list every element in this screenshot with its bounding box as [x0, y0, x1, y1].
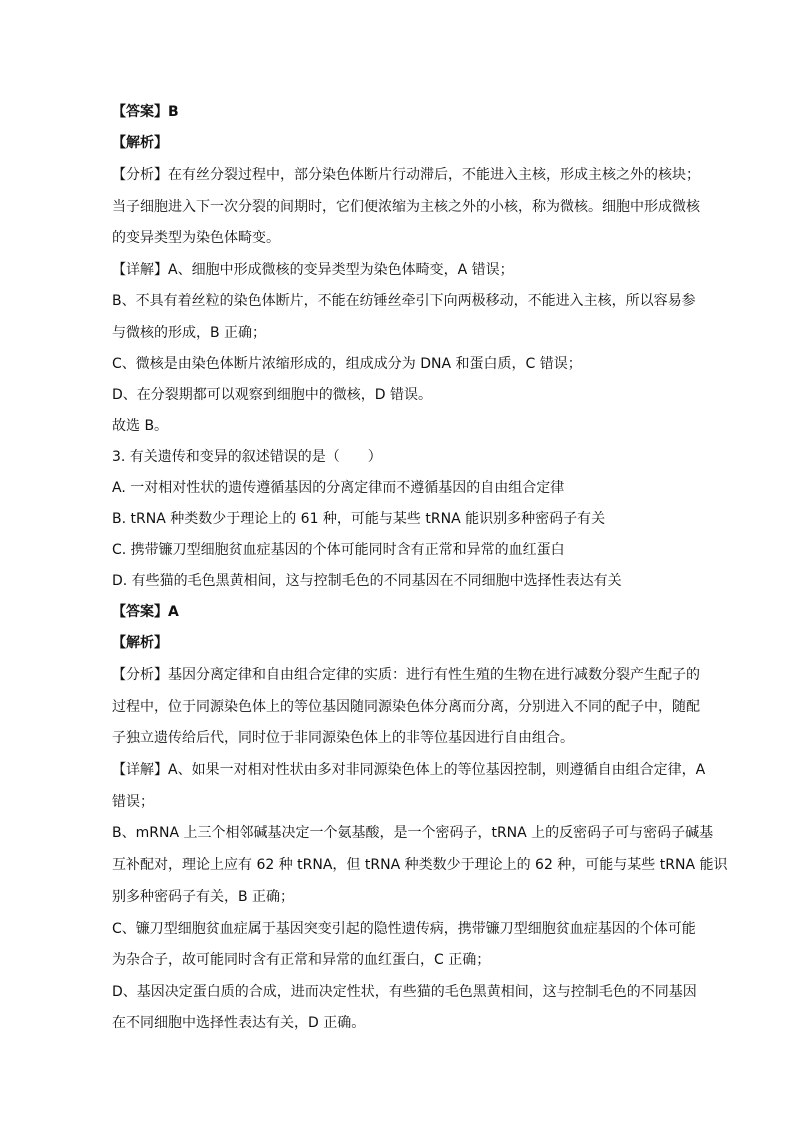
detail-text: 与微核的形成，B 正确； [112, 325, 267, 341]
analysis-text: 子独立遗传给后代，同时位于非同源染色体上的非等位基因进行自由组合。 [112, 730, 574, 746]
option-d: D. 有些猫的毛色黑黄相间，这与控制毛色的不同基因在不同细胞中选择性表达有关 [112, 573, 622, 589]
detail-text: 【详解】A、如果一对相对性状由多对非同源染色体上的等位基因控制，则遵循自由组合定律，A [112, 762, 706, 778]
detail-text: 别多种密码子有关，B 正确； [112, 889, 295, 905]
analysis-text: 过程中，位于同源染色体上的等位基因随同源染色体分离而分离，分别进入不同的配子中，随配 [112, 699, 700, 715]
analysis-label: 【解析】 [112, 135, 168, 151]
analysis-label: 【解析】 [112, 635, 168, 651]
question-stem: 3. 有关遗传和变异的叙述错误的是（ ） [112, 449, 382, 465]
conclusion-text: 故选 B。 [112, 418, 169, 434]
analysis-text: 当子细胞进入下一次分裂的间期时，它们便浓缩为主核之外的小核，称为微核。细胞中形成微核 [112, 199, 700, 215]
analysis-text: 【分析】在有丝分裂过程中，部分染色体断片行动滞后，不能进入主核，形成主核之外的核块； [112, 167, 700, 183]
answer-line: 【答案】B [112, 104, 179, 120]
detail-text: 【详解】A、细胞中形成微核的变异类型为染色体畸变，A 错误； [112, 262, 514, 278]
detail-text: 在不同细胞中选择性表达有关，D 正确。 [112, 1015, 366, 1031]
option-a: A. 一对相对性状的遗传遵循基因的分离定律而不遵循基因的自由组合定律 [112, 480, 565, 496]
detail-text: 错误； [112, 794, 154, 810]
analysis-text: 的变异类型为染色体畸变。 [112, 230, 280, 246]
detail-text: B、mRNA 上三个相邻碱基决定一个氨基酸，是一个密码子，tRNA 上的反密码子可与密码子碱基 [112, 825, 714, 841]
detail-text: 为杂合子，故可能同时含有正常和异常的血红蛋白，C 正确； [112, 952, 491, 968]
detail-text: C、镰刀型细胞贫血症属于基因突变引起的隐性遗传病，携带镰刀型细胞贫血症基因的个体可能 [112, 921, 696, 937]
option-c: C. 携带镰刀型细胞贫血症基因的个体可能同时含有正常和异常的血红蛋白 [112, 542, 565, 558]
option-b: B. tRNA 种类数少于理论上的 61 种，可能与某些 tRNA 能识别多种密码子有关 [112, 511, 606, 527]
detail-text: 互补配对，理论上应有 62 种 tRNA，但 tRNA 种类数少于理论上的 62 种，可能与某些 tRNA 能识 [112, 857, 728, 873]
answer-line: 【答案】A [112, 604, 179, 620]
detail-text: D、在分裂期都可以观察到细胞中的微核，D 错误。 [112, 387, 433, 403]
detail-text: C、微核是由染色体断片浓缩形成的，组成成分为 DNA 和蛋白质，C 错误； [112, 356, 582, 372]
analysis-text: 【分析】基因分离定律和自由组合定律的实质：进行有性生殖的生物在进行减数分裂产生配子的 [112, 667, 700, 683]
detail-text: B、不具有着丝粒的染色体断片，不能在纺锤丝牵引下向两极移动，不能进入主核，所以容易参 [112, 293, 696, 309]
detail-text: D、基因决定蛋白质的合成，进而决定性状，有些猫的毛色黑黄相间，这与控制毛色的不同基因 [112, 984, 697, 1000]
